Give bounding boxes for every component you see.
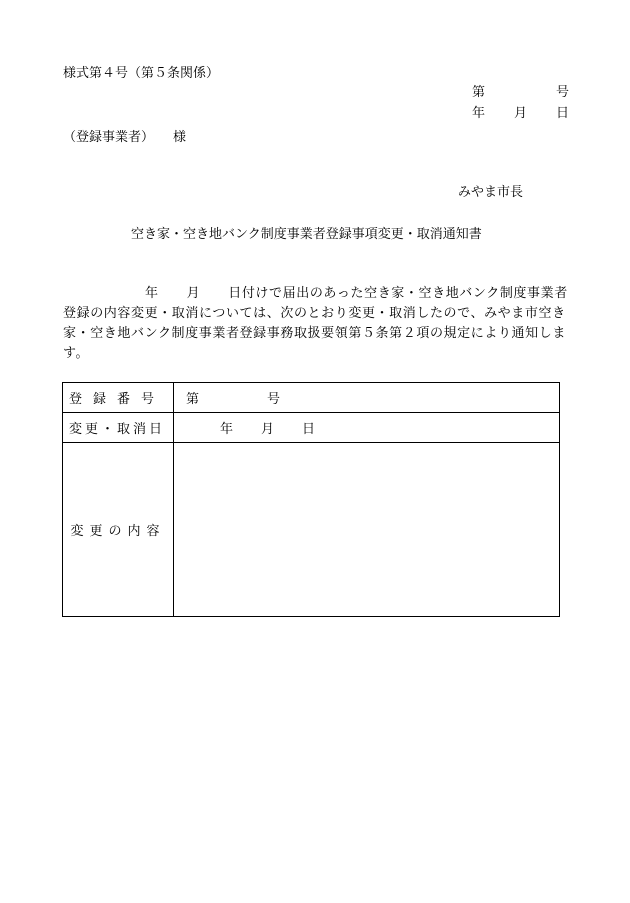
recipient-name: （登録事業者） (63, 130, 155, 145)
body-line-3: 家・空き地バンク制度事業者登録事務取扱要領第５条第２項の規定により通知しま (63, 326, 566, 341)
recipient-honorific: 様 (173, 130, 187, 145)
body-line-1 (63, 284, 573, 304)
registration-number-suffix: 号 (267, 392, 281, 407)
change-date-month: 月 (261, 422, 275, 437)
document-date-year: 年 (472, 106, 486, 121)
change-date-day: 日 (302, 422, 316, 437)
body-text (63, 284, 573, 364)
document-number-prefix: 第 (472, 85, 486, 100)
body-line-1-rest: 日付けで届出のあった空き家・空き地バンク制度事業者 (228, 286, 568, 301)
document-number (472, 85, 570, 101)
change-content-label: 変更の内容 (63, 443, 174, 617)
registration-number-value (174, 383, 560, 413)
change-date-year: 年 (220, 422, 234, 437)
body-line-4: す。 (63, 346, 90, 361)
details-table (62, 382, 560, 617)
document-date-day: 日 (556, 106, 570, 121)
body-line-2: 登録の内容変更・取消については、次のとおり変更・取消したので、みやま市空き (63, 306, 566, 321)
table-row (63, 443, 560, 617)
document-number-suffix: 号 (556, 85, 570, 100)
registration-number-label: 登録番号 (63, 383, 174, 413)
recipient (63, 130, 187, 146)
table-row (63, 413, 560, 443)
sender-name: みやま市長 (458, 185, 524, 200)
body-year: 年 (145, 286, 159, 301)
body-month: 月 (186, 286, 201, 301)
change-date-label: 変更・取消日 (63, 413, 174, 443)
change-date-value (174, 413, 560, 443)
document-date-month: 月 (514, 106, 528, 121)
change-content-value (174, 443, 560, 617)
form-number: 様式第４号（第５条関係） (63, 66, 220, 81)
table-row (63, 383, 560, 413)
registration-number-prefix: 第 (186, 392, 200, 407)
document-title: 空き家・空き地バンク制度事業者登録事項変更・取消通知書 (131, 227, 482, 242)
